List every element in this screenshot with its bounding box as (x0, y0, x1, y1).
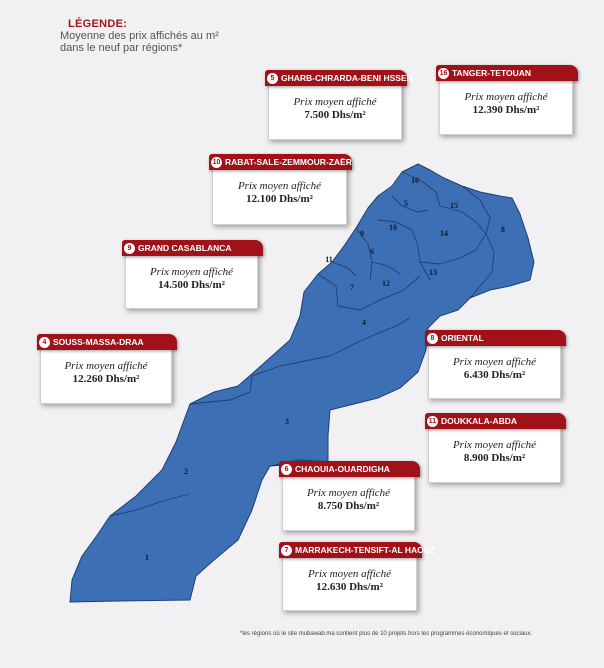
region-number-11: 11 (325, 255, 333, 264)
region-card-chaouia-ouardigha (282, 464, 415, 531)
region-card-header (279, 542, 436, 558)
price-label: Prix moyen affiché (149, 266, 234, 278)
region-number-15: 15 (450, 201, 458, 210)
region-name: GRAND CASABLANCA (138, 243, 232, 253)
region-card-oriental (428, 333, 561, 399)
region-name: GHARB-CHRARDA-BENI HSSEN (281, 73, 413, 83)
region-number-badge: 4 (39, 337, 50, 348)
price-label: Prix moyen affiché (464, 91, 548, 103)
region-number-badge: 10 (212, 159, 221, 166)
price-value: 12.260 Dhs/m² (72, 373, 140, 385)
region-card-rabat-sale-zemmour-zaer (212, 157, 352, 225)
price-value: 6.430 Dhs/m² (463, 369, 526, 381)
price-label: Prix moyen affiché (64, 360, 148, 372)
region-number-9: 9 (360, 229, 364, 238)
region-number-badge: 6 (281, 464, 292, 475)
region-number-10: 10 (389, 223, 397, 232)
region-number-8: 8 (501, 225, 505, 234)
region-card-souss-massa-draa (40, 337, 172, 404)
region-card-header (425, 413, 566, 429)
price-value: 7.500 Dhs/m² (304, 109, 366, 121)
region-name: ORIENTAL (441, 333, 484, 343)
price-value: 14.500 Dhs/m² (158, 279, 225, 291)
price-value: 8.750 Dhs/m² (317, 500, 380, 512)
price-label: Prix moyen affiché (306, 487, 391, 499)
price-label: Prix moyen affiché (452, 356, 537, 368)
price-label: Prix moyen affiché (307, 568, 392, 580)
region-name: SOUSS-MASSA-DRAA (53, 337, 144, 347)
legend-description: Moyenne des prix affichés au m² dans le neuf par régions* (60, 30, 219, 54)
price-label: Prix moyen affiché (452, 439, 537, 451)
region-number-16: 16 (411, 176, 419, 185)
price-value: 12.390 Dhs/m² (472, 104, 540, 116)
region-name: CHAOUIA-OUARDIGHA (295, 464, 390, 474)
region-number-badge: 5 (267, 73, 278, 84)
region-card-tanger-tetouan (439, 68, 573, 135)
region-number-7: 7 (350, 283, 354, 292)
region-card-marrakech-tensift-al-haouz (282, 545, 436, 611)
region-card-header (209, 154, 352, 170)
region-number-badge: 7 (281, 545, 292, 556)
price-label: Prix moyen affiché (237, 180, 322, 192)
region-card-header (279, 461, 420, 477)
footnote: *les régions où le site mubawab.ma contient plus de 10 projets hors les programmes économiques et sociaux. (240, 631, 533, 637)
price-value: 8.900 Dhs/m² (463, 452, 526, 464)
region-card-doukkala-abda (428, 416, 561, 483)
region-card-header (122, 240, 263, 256)
price-value: 12.100 Dhs/m² (246, 193, 313, 205)
region-number-6: 6 (370, 247, 374, 256)
legend-title: LÉGENDE: (68, 18, 128, 30)
region-number-13: 13 (429, 268, 437, 277)
region-card-grand-casablanca (125, 243, 258, 309)
price-label: Prix moyen affiché (293, 96, 377, 108)
region-number-badge: 9 (124, 243, 135, 254)
price-value: 12.630 Dhs/m² (316, 581, 383, 593)
region-name: MARRAKECH-TENSIFT-AL HAOUZ (295, 545, 436, 555)
region-number-3: 3 (285, 417, 289, 426)
region-card-header (37, 334, 177, 350)
region-number-12: 12 (382, 279, 390, 288)
region-number-badge: 16 (439, 70, 448, 77)
region-number-14: 14 (440, 229, 448, 238)
region-card-header (425, 330, 566, 346)
region-number-5: 5 (404, 199, 408, 208)
region-number-badge: 8 (427, 333, 438, 344)
region-name: DOUKKALA-ABDA (441, 416, 518, 426)
region-name: TANGER-TETOUAN (452, 68, 532, 78)
region-number-1: 1 (145, 553, 149, 562)
region-card-header (265, 70, 413, 86)
region-name: RABAT-SALE-ZEMMOUR-ZAËR (225, 157, 352, 167)
region-number-badge: 11 (428, 418, 437, 425)
region-card-header (436, 65, 578, 81)
region-number-2: 2 (184, 467, 188, 476)
region-number-4: 4 (362, 318, 366, 327)
region-card-gharb-chrarda-beni-hssen (268, 73, 413, 140)
